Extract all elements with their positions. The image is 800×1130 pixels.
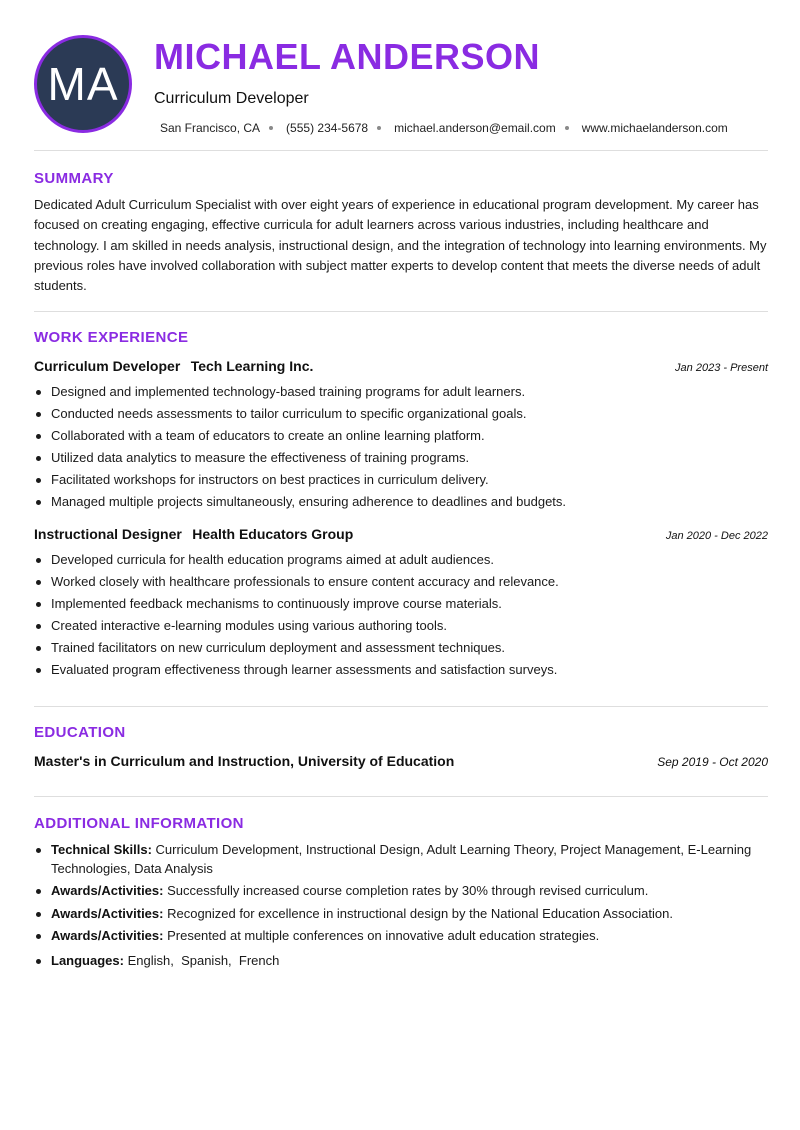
resume-header	[34, 0, 768, 150]
additional-info-list	[34, 841, 768, 974]
job-company: Health Educators Group	[192, 526, 354, 542]
avatar	[34, 35, 132, 133]
separator-dot-icon	[269, 126, 273, 130]
job-dates: Jan 2023 - Present	[675, 362, 768, 374]
education-dates: Sep 2019 - Oct 2020	[657, 755, 768, 769]
separator-dot-icon	[565, 126, 569, 130]
contact-line	[160, 120, 728, 136]
divider	[34, 706, 768, 707]
list-item: Implemented feedback mechanisms to continuously improve course materials.	[34, 593, 768, 615]
summary-heading: SUMMARY	[34, 170, 114, 187]
job-title-line	[34, 358, 313, 376]
info-label: Awards/Activities:	[51, 928, 164, 943]
candidate-role: Curriculum Developer	[154, 90, 309, 107]
list-item: Facilitated workshops for instructors on best practices in curriculum delivery.	[34, 469, 768, 491]
resume-page	[34, 0, 768, 968]
experience-heading: WORK EXPERIENCE	[34, 329, 189, 346]
list-item: Utilized data analytics to measure the effectiveness of training programs.	[34, 447, 768, 469]
list-item: Trained facilitators on new curriculum deployment and assessment techniques.	[34, 637, 768, 659]
additional-info-heading: ADDITIONAL INFORMATION	[34, 815, 244, 832]
contact-email[interactable]: michael.anderson@email.com	[394, 121, 556, 135]
info-label: Technical Skills:	[51, 842, 152, 857]
list-item: Designed and implemented technology-based training programs for adult learners.	[34, 381, 768, 403]
info-text: Recognized for excellence in instructional design by the National Education Association.	[167, 905, 673, 921]
info-text: Successfully increased course completion rates by 30% through revised curriculum.	[167, 883, 649, 898]
list-item	[34, 952, 768, 971]
list-item	[34, 882, 768, 901]
job-bullets	[34, 381, 768, 513]
list-item: Evaluated program effectiveness through learner assessments and satisfaction surveys.	[34, 659, 768, 681]
info-label: Awards/Activities:	[51, 883, 164, 898]
separator-dot-icon	[377, 126, 381, 130]
list-item	[34, 841, 768, 878]
education-heading: EDUCATION	[34, 724, 126, 741]
job-title: Instructional Designer	[34, 526, 182, 542]
candidate-name: MICHAEL ANDERSON	[154, 36, 541, 77]
avatar-initials: MA	[47, 58, 119, 110]
summary-text: Dedicated Adult Curriculum Specialist with over eight years of experience in educational program development. My career has focused on creating engaging, effective curricula for adult learners across various industries, including healthcare and technology. I am skilled in needs analysis, instructional design, and the integration of technology into learning environments. My previous roles have involved collaboration with subject matter experts to develop content that meets the diverse needs of adult students.	[34, 197, 767, 294]
contact-website[interactable]: www.michaelanderson.com	[581, 121, 728, 135]
list-item: Conducted needs assessments to tailor curriculum to specific organizational goals.	[34, 403, 768, 425]
list-item: Collaborated with a team of educators to create an online learning platform.	[34, 425, 768, 447]
job-company: Tech Learning Inc.	[190, 358, 314, 374]
divider	[34, 796, 768, 797]
contact-phone: (555) 234-5678	[286, 121, 369, 135]
divider	[34, 311, 768, 312]
job-dates: Jan 2020 - Dec 2022	[665, 530, 768, 542]
info-label: Awards/Activities:	[51, 905, 164, 921]
job-header	[34, 526, 768, 544]
info-text: Presented at multiple conferences on innovative adult education strategies.	[167, 928, 600, 943]
list-item: Created interactive e-learning modules using various authoring tools.	[34, 615, 768, 637]
job-title: Curriculum Developer	[34, 358, 181, 374]
list-item	[34, 927, 768, 946]
job-bullets	[34, 549, 768, 681]
list-item: Managed multiple projects simultaneously, ensuring adherence to deadlines and budgets.	[34, 491, 768, 513]
education-degree: Master's in Curriculum and Instruction, University of Education	[34, 753, 455, 769]
contact-location: San Francisco, CA	[160, 121, 261, 135]
divider	[34, 150, 768, 151]
info-text: English, Spanish, French	[127, 952, 280, 968]
info-label: Languages:	[51, 952, 124, 968]
job-header	[34, 358, 768, 376]
education-entry	[34, 753, 768, 769]
list-item	[34, 905, 768, 924]
info-text: Curriculum Development, Instructional Design, Adult Learning Theory, Project Management, E-Learning Technologies, Data Analysis	[51, 842, 752, 876]
job-title-line	[34, 526, 353, 544]
list-item: Developed curricula for health education programs aimed at adult audiences.	[34, 549, 768, 571]
list-item: Worked closely with healthcare professionals to ensure content accuracy and relevance.	[34, 571, 768, 593]
